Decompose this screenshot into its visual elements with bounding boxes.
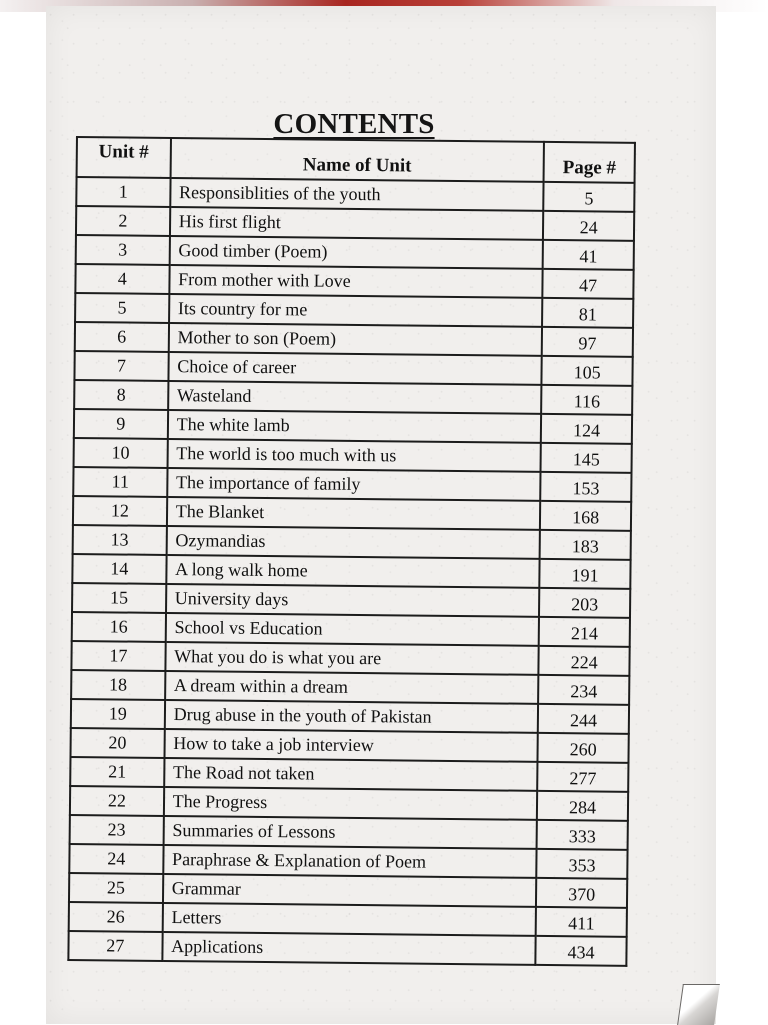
unit-name-cell: The Progress (164, 787, 538, 820)
unit-number-cell: 15 (72, 583, 166, 613)
unit-name-cell: Wasteland (168, 381, 542, 414)
unit-name-cell: A dream within a dream (165, 671, 539, 704)
unit-number-cell: 20 (70, 728, 164, 758)
page-number-cell: 191 (540, 559, 631, 589)
unit-name-cell: The world is too much with us (167, 439, 541, 472)
page-number-cell: 234 (538, 675, 629, 705)
page-number-cell: 153 (540, 472, 631, 502)
unit-number-cell: 19 (71, 699, 165, 729)
unit-number-cell: 21 (70, 757, 164, 787)
page-number-cell: 411 (536, 907, 627, 937)
unit-name-cell: University days (166, 584, 540, 617)
unit-number-cell: 6 (75, 322, 169, 352)
page-number-cell: 244 (538, 704, 629, 734)
page-number-cell: 97 (542, 327, 633, 357)
contents-table-body (68, 177, 634, 966)
unit-name-cell: Grammar (163, 874, 537, 907)
unit-name-cell: Responsiblities of the youth (170, 178, 544, 211)
contents-table (67, 136, 636, 967)
unit-number-cell: 16 (72, 612, 166, 642)
unit-number-cell: 7 (74, 351, 168, 381)
page-number-cell: 24 (543, 211, 634, 241)
page-number-cell: 47 (543, 269, 634, 299)
unit-number-cell: 9 (74, 409, 168, 439)
unit-number-cell: 23 (70, 815, 164, 845)
unit-name-cell: Choice of career (168, 352, 542, 385)
unit-name-cell: Mother to son (Poem) (168, 323, 542, 356)
unit-name-header: Name of Unit (170, 138, 544, 182)
unit-number-cell: 18 (71, 670, 165, 700)
unit-name-cell: What you do is what you are (165, 642, 539, 675)
unit-name-cell: School vs Education (165, 613, 539, 646)
unit-name-cell: His first flight (170, 207, 544, 240)
unit-number-cell: 26 (69, 902, 163, 932)
unit-name-cell: From mother with Love (169, 265, 543, 298)
unit-number-cell: 5 (75, 293, 169, 323)
unit-name-cell: A long walk home (166, 555, 540, 588)
unit-name-cell: Applications (162, 932, 536, 965)
unit-number-cell: 10 (74, 438, 168, 468)
unit-number-cell: 27 (68, 931, 162, 961)
unit-number-cell: 14 (72, 554, 166, 584)
page-number-cell: 145 (541, 443, 632, 473)
unit-name-cell: Summaries of Lessons (163, 816, 537, 849)
page-number-cell: 203 (539, 588, 630, 618)
page-number-cell: 81 (542, 298, 633, 328)
page-number-cell: 434 (536, 936, 627, 966)
unit-name-cell: The Road not taken (164, 758, 538, 791)
unit-name-cell: Paraphrase & Explanation of Poem (163, 845, 537, 878)
unit-name-cell: Drug abuse in the youth of Pakistan (164, 700, 538, 733)
unit-number-cell: 4 (75, 264, 169, 294)
contents-table-header (77, 137, 635, 183)
unit-name-cell: Letters (162, 903, 536, 936)
page-number-cell: 5 (544, 182, 635, 212)
page-number-cell: 370 (536, 878, 627, 908)
unit-number-cell: 8 (74, 380, 168, 410)
page-number-cell: 260 (538, 733, 629, 763)
page-corner-fold (677, 984, 720, 1025)
page-number-cell: 105 (542, 356, 633, 386)
header-row (77, 137, 635, 183)
unit-number-cell: 22 (70, 786, 164, 816)
page-number-cell: 333 (537, 820, 628, 850)
unit-number-cell: 12 (73, 496, 167, 526)
unit-number-cell: 2 (76, 206, 170, 236)
page-number-cell: 116 (541, 385, 632, 415)
unit-number-cell: 25 (69, 873, 163, 903)
unit-number-cell: 24 (69, 844, 163, 874)
unit-number-cell: 13 (73, 525, 167, 555)
unit-number-cell: 11 (73, 467, 167, 497)
contents-heading: CONTENTS (273, 108, 435, 140)
page-number-cell: 353 (537, 849, 628, 879)
page-number-cell: 284 (537, 791, 628, 821)
page-number-cell: 224 (539, 646, 630, 676)
unit-name-cell: Its country for me (169, 294, 543, 327)
unit-name-cell: The importance of family (167, 468, 541, 501)
page-number-cell: 41 (543, 240, 634, 270)
page-number-cell: 277 (537, 762, 628, 792)
page-number-cell: 168 (540, 501, 631, 531)
table-row (68, 931, 626, 966)
unit-number-cell: 3 (76, 235, 170, 265)
unit-name-cell: The Blanket (167, 497, 541, 530)
unit-name-cell: Ozymandias (166, 526, 540, 559)
page-number-header: Page # (544, 142, 635, 183)
unit-number-header: Unit # (77, 137, 171, 178)
page-number-cell: 214 (539, 617, 630, 647)
page-number-cell: 124 (541, 414, 632, 444)
unit-number-cell: 17 (71, 641, 165, 671)
unit-number-cell: 1 (76, 177, 170, 207)
page-number-cell: 183 (540, 530, 631, 560)
unit-name-cell: The white lamb (168, 410, 542, 443)
unit-name-cell: Good timber (Poem) (169, 236, 543, 269)
unit-name-cell: How to take a job interview (164, 729, 538, 762)
